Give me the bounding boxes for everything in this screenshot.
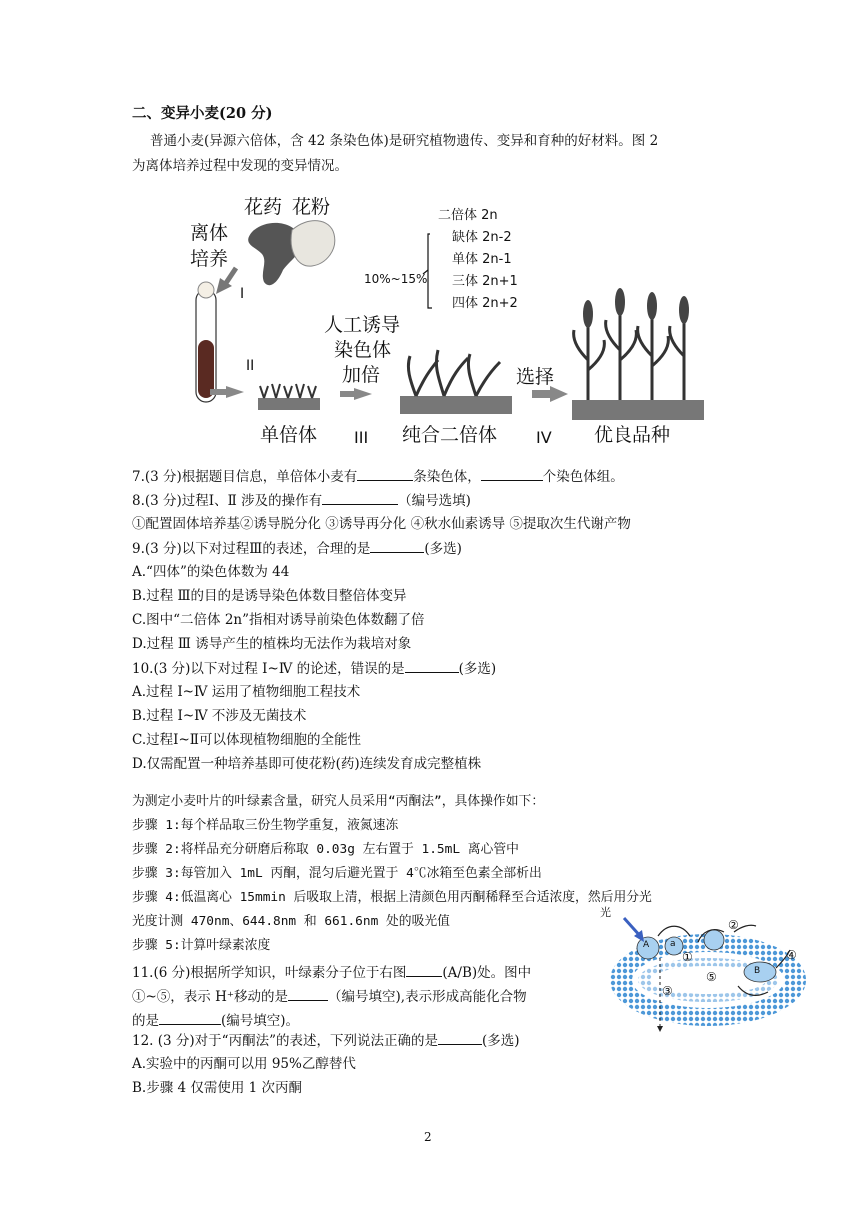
q7-text-a: 7.(3 分)根据题目信息，单倍体小麦有 [132, 469, 358, 485]
diploid-tray [400, 396, 512, 414]
method-step-3: 步骤 3:每管加入 1mL 丙酮，混匀后避光置于 4℃冰箱至色素全部析出 [132, 866, 542, 881]
label-n4: ④ [786, 948, 797, 962]
question-11-line-3 [132, 1010, 299, 1031]
variant-nullisomic: 缺体 2n-2 [452, 230, 512, 245]
variant-bracket [428, 234, 432, 308]
q12-blank[interactable] [438, 1030, 482, 1045]
label-roman-4: IV [536, 428, 552, 447]
thylakoid-figure [598, 902, 808, 1032]
q8-blank[interactable] [322, 490, 398, 505]
q11-text-b: (A/B)处。图中 [442, 965, 532, 981]
pollen-shape [291, 221, 335, 267]
intro-line-2: 为离体培养过程中发现的变异情况。 [132, 158, 348, 174]
variant-trisomic: 三体 2n+1 [452, 274, 518, 289]
variant-monosomic: 单体 2n-1 [452, 252, 512, 267]
q11-blank-2[interactable] [288, 986, 328, 1001]
q11-blank-3[interactable] [159, 1010, 221, 1025]
q9-option-a: A.“四体”的染色体数为 44 [132, 564, 290, 580]
label-induce-2: 染色体 [334, 339, 392, 361]
method-step-1: 步骤 1:每个样品取三份生物学重复，液氮速冻 [132, 818, 399, 833]
method-step-4a: 步骤 4:低温离心 15mmin 后吸取上清，根据上清颜色用丙酮稀释至合适浓度，然后用分光 [132, 890, 652, 905]
q10-blank[interactable] [405, 658, 459, 673]
label-haploid: 单倍体 [260, 424, 318, 446]
label-B: B [754, 966, 761, 976]
section-title: 二、变异小麦(20 分) [132, 105, 273, 122]
label-induce-1: 人工诱导 [324, 314, 401, 336]
q10-option-b: B.过程 Ⅰ~Ⅳ 不涉及无菌技术 [132, 708, 307, 724]
question-10 [132, 658, 496, 679]
label-roman-2: II [246, 358, 255, 374]
q7-text-b: 条染色体， [413, 469, 481, 485]
q10-option-d: D.仅需配置一种培养基即可使花粉(药)连续发育成完整植株 [132, 756, 482, 772]
q12-text-b: (多选) [481, 1033, 520, 1049]
callus [198, 282, 214, 298]
q8-options: ①配置固体培养基②诱导脱分化 ③诱导再分化 ④秋水仙素诱导 ⑤提取次生代谢产物 [132, 516, 631, 532]
label-n5: ⑤ [706, 970, 717, 984]
protein-mid [704, 930, 724, 950]
q12-text-a: 12. (3 分)对于“丙酮法”的表述，下列说法正确的是 [132, 1033, 438, 1049]
q9-option-d: D.过程 Ⅲ 诱导产生的植株均无法作为栽培对象 [132, 636, 412, 652]
question-7 [132, 466, 624, 487]
q11-blank-1[interactable] [406, 962, 442, 977]
q7-text-c: 个染色体组。 [542, 469, 624, 485]
method-intro: 为测定小麦叶片的叶绿素含量，研究人员采用“丙酮法”，具体操作如下： [132, 794, 545, 809]
label-anther: 花药 [244, 196, 283, 218]
label-roman-3: III [354, 428, 369, 447]
q10-option-a: A.过程 Ⅰ~Ⅳ 运用了植物细胞工程技术 [132, 684, 361, 700]
q8-text-a: 8.(3 分)过程Ⅰ、Ⅱ 涉及的操作有 [132, 493, 323, 509]
q10-option-c: C.过程Ⅰ~Ⅱ可以体现植物细胞的全能性 [132, 732, 361, 748]
question-8 [132, 490, 471, 511]
q7-blank-1[interactable] [357, 466, 413, 481]
label-roman-1: I [240, 286, 245, 302]
label-light: 光 [600, 906, 611, 919]
question-12 [132, 1030, 520, 1051]
label-A: A [643, 940, 650, 950]
method-step-4b: 光度计测 470nm、644.8nm 和 661.6nm 处的吸光值 [132, 914, 450, 929]
label-variety: 优良品种 [594, 424, 671, 446]
q9-option-c: C.图中“二倍体 2n”指相对诱导前染色体数翻了倍 [132, 612, 425, 628]
label-diploid: 纯合二倍体 [402, 424, 498, 446]
q12-option-b: B.步骤 4 仅需使用 1 次丙酮 [132, 1080, 303, 1096]
label-a: a [670, 939, 676, 949]
question-9 [132, 538, 462, 559]
question-11-line-1 [132, 962, 531, 983]
variety-tray [572, 400, 704, 420]
q10-text-b: (多选) [458, 661, 497, 677]
label-pollen: 花粉 [292, 196, 331, 218]
breeding-figure-art [180, 190, 710, 452]
label-induce-3: 加倍 [342, 364, 381, 386]
q9-text-b: (多选) [424, 541, 462, 557]
q11-text-e: 的是 [132, 1013, 159, 1029]
variant-tetrasomic: 四体 2n+2 [452, 296, 518, 311]
label-percent: 10%~15% [364, 272, 428, 286]
variant-diploid: 二倍体 2n [438, 208, 498, 223]
page-number: 2 [424, 1130, 432, 1144]
label-n1: ① [682, 950, 693, 964]
q10-text-a: 10.(3 分)以下对过程 Ⅰ~Ⅳ 的论述，错误的是 [132, 661, 405, 677]
q11-text-f: (编号填空)。 [221, 1013, 300, 1029]
label-n2: ② [728, 918, 739, 932]
q11-text-d: （编号填空),表示形成高能化合物 [328, 989, 527, 1005]
label-culture-1: 离体 [190, 222, 229, 244]
q9-blank[interactable] [370, 538, 424, 553]
q12-option-a: A.实验中的丙酮可以用 95%乙醇替代 [132, 1056, 356, 1072]
q11-text-c: ①~⑤，表示 H⁺移动的是 [132, 989, 289, 1005]
label-select: 选择 [516, 366, 555, 388]
label-n3: ③ [662, 984, 673, 998]
q11-text-a: 11.(6 分)根据所学知识，叶绿素分子位于右图 [132, 965, 407, 981]
breeding-figure [180, 190, 710, 452]
method-step-2: 步骤 2:将样品充分研磨后称取 0.03g 左右置于 1.5mL 离心管中 [132, 842, 519, 857]
q9-option-b: B.过程 Ⅲ的目的是诱导染色体数目整倍体变异 [132, 588, 407, 604]
q7-blank-2[interactable] [481, 466, 543, 481]
q9-text-a: 9.(3 分)以下对过程Ⅲ的表述，合理的是 [132, 541, 371, 557]
method-step-5: 步骤 5:计算叶绿素浓度 [132, 938, 271, 953]
haploid-tray [258, 398, 320, 410]
question-11-line-2 [132, 986, 527, 1007]
thylakoid-art [598, 902, 808, 1032]
intro-line-1: 普通小麦(异源六倍体，含 42 条染色体)是研究植物遗传、变异和育种的好材料。图 2 [150, 133, 659, 149]
q8-text-b: （编号选填) [398, 493, 471, 509]
label-culture-2: 培养 [190, 248, 229, 270]
